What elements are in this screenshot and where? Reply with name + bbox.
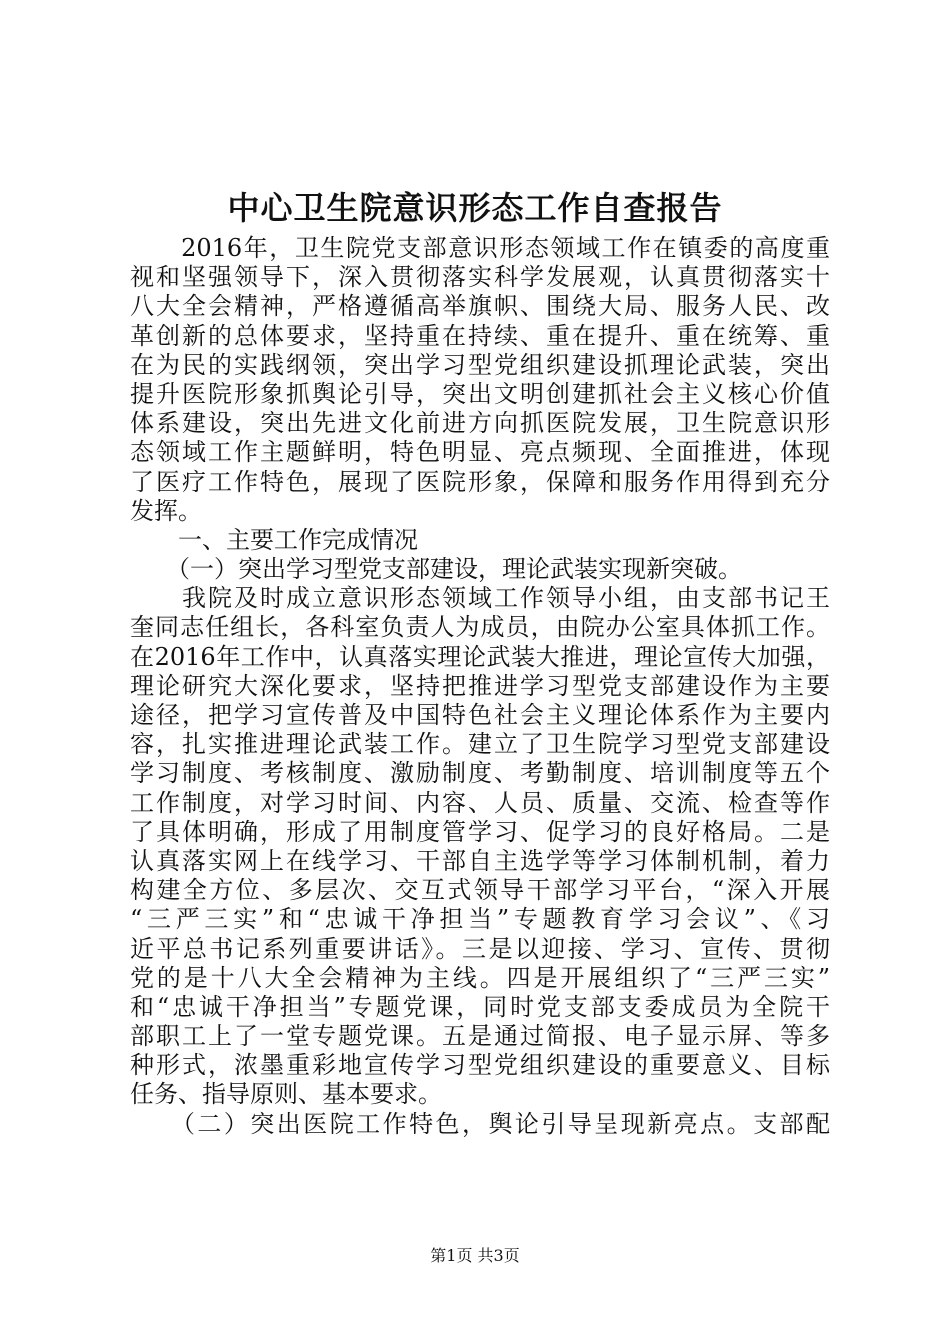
text-line: 我院及时成立意识形态领域工作领导小组，由支部书记王 [130,584,830,613]
text-line: 了具体明确，形成了用制度管学习、促学习的良好格局。二是 [130,817,830,846]
text-line: 部职工上了一堂专题党课。五是通过简报、电子显示屏、等多 [130,1022,830,1051]
text-line: 途径，把学习宣传普及中国特色社会主义理论体系作为主要内 [130,701,830,729]
text-line: 八大全会精神，严格遵循高举旗帜、围绕大局、服务人民、改 [130,292,830,321]
text-line: 在2016年工作中，认真落实理论武装大推进，理论宣传大加强， [130,642,830,671]
text-line: 2016年，卫生院党支部意识形态领域工作在镇委的高度重 [130,234,830,262]
text-line: 态领域工作主题鲜明，特色明显、亮点频现、全面推进，体现 [130,438,830,467]
text-line: 近平总书记系列重要讲话》。三是以迎接、学习、宣传、贯彻 [130,934,830,963]
text-line: 提升医院形象抓舆论引导，突出文明创建抓社会主义核心价值 [130,379,830,408]
text-line: 一、主要工作完成情况 [130,525,418,554]
document-body [130,234,830,1139]
text-line: 认真落实网上在线学习、干部自主选学等学习体制机制，着力 [130,846,830,875]
text-line: 构建全方位、多层次、交互式领导干部学习平台，“深入开展 [130,876,830,905]
text-line: 党的是十八大全会精神为主线。四是开展组织了“三严三实” [130,963,830,992]
text-line: 工作制度，对学习时间、内容、人员、质量、交流、检查等作 [130,788,830,817]
text-line: （二）突出医院工作特色，舆论引导呈现新亮点。支部配 [130,1109,830,1138]
page-title: 中心卫生院意识形态工作自查报告 [227,189,723,227]
text-line: 体系建设，突出先进文化前进方向抓医院发展，卫生院意识形 [130,409,830,438]
text-line: 视和坚强领导下，深入贯彻落实科学发展观，认真贯彻落实十 [130,263,830,292]
text-line: 在为民的实践纲领，突出学习型党组织建设抓理论武装，突出 [130,350,830,379]
text-line: 种形式，浓墨重彩地宣传学习型党组织建设的重要意义、目标 [130,1051,830,1080]
text-line: 和“忠诚干净担当”专题党课，同时党支部支委成员为全院干 [130,992,830,1021]
text-line: 理论研究大深化要求，坚持把推进学习型党支部建设作为主要 [130,671,830,700]
text-line: “三严三实”和“忠诚干净担当”专题教育学习会议”、《习 [130,905,830,934]
text-line: 学习制度、考核制度、激励制度、考勤制度、培训制度等五个 [130,759,830,788]
text-line: 任务、指导原则、基本要求。 [130,1080,442,1109]
text-line: 发挥。 [130,496,202,525]
text-line: （一）突出学习型党支部建设，理论武装实现新突破。 [130,555,742,584]
page-number-footer: 第1页 共3页 [430,1246,520,1265]
text-line: 了医疗工作特色，展现了医院形象，保障和服务作用得到充分 [130,467,830,496]
text-line: 革创新的总体要求，坚持重在持续、重在提升、重在统筹、重 [130,321,830,350]
text-line: 奎同志任组长，各科室负责人为成员，由院办公室具体抓工作。 [130,613,830,642]
text-line: 容，扎实推进理论武装工作。建立了卫生院学习型党支部建设 [130,730,830,759]
